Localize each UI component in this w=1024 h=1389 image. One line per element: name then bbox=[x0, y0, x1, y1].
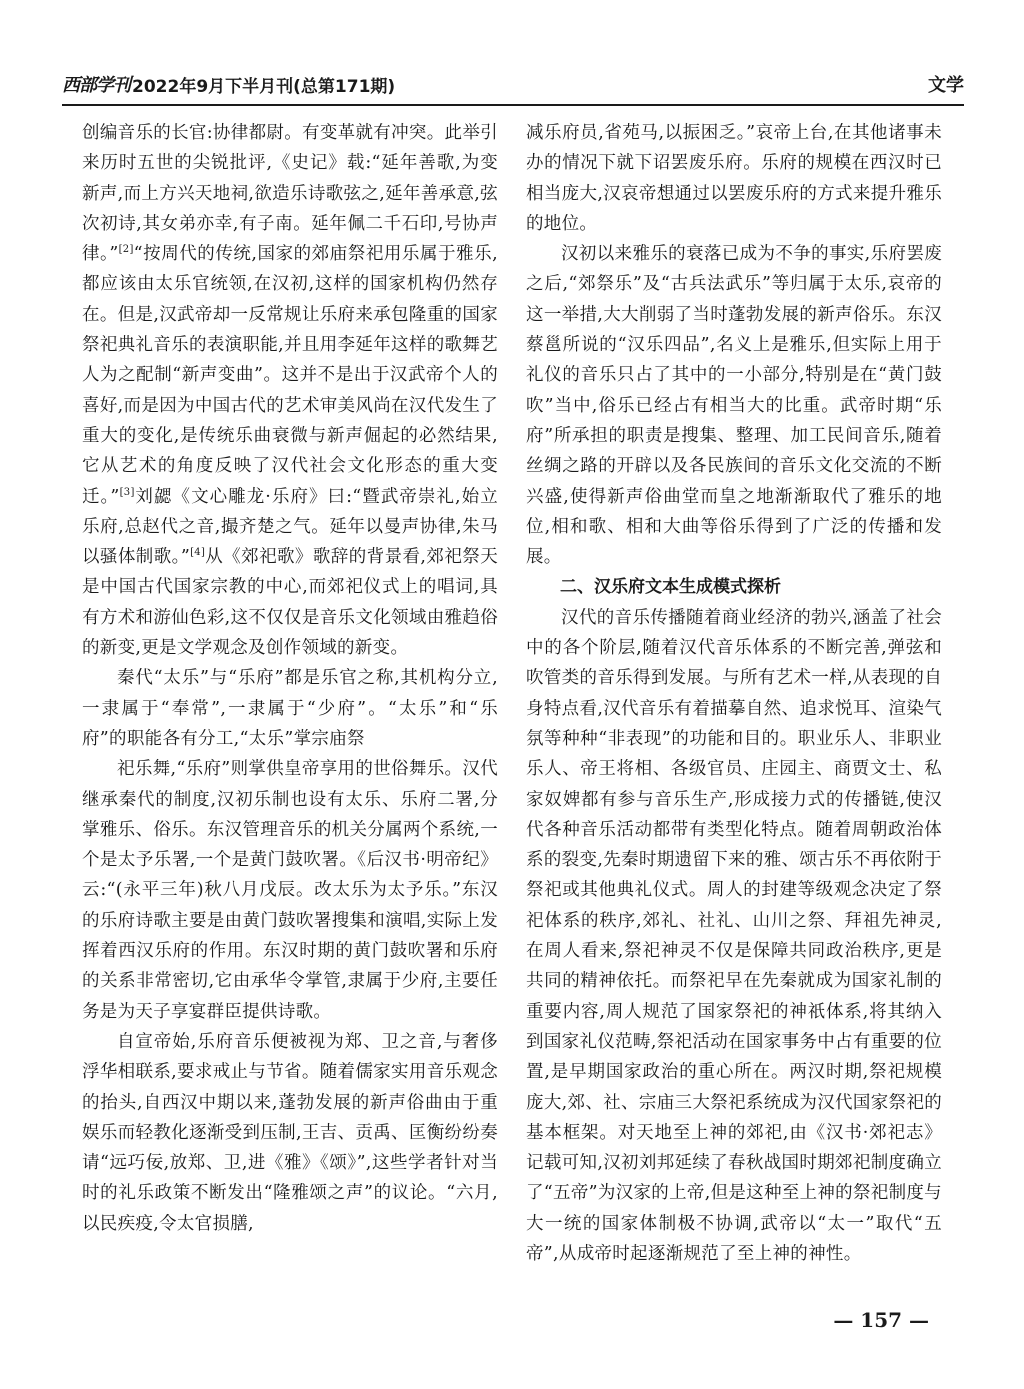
paragraph: 汉代的音乐传播随着商业经济的勃兴,涵盖了社会中的各个阶层,随着汉代音乐体系的不断完善,弹弦和吹管类的音乐得到发展。与所有艺术一样,从表现的自身特点看,汉代音乐有着描摹自然、追求悦耳、渲染气氛等种种“非表现”的功能和目的。职业乐人、非职业乐人、帝王将相、各级官员、庄园主、商贾文士、私家奴婢都有参与音乐生产,形成接力式的传播链,使汉代各种音乐活动都带有类型化特点。随着周朝政治体系的裂变,先秦时期遗留下来的雅、颂古乐不再依附于祭祀或其他典礼仪式。周人的封建等级观念决定了祭祀体系的秩序,郊礼、社礼、山川之祭、拜祖先神灵,在周人看来,祭祀神灵不仅是保障共同政治秩序,更是共同的精神依托。而祭祀早在先秦就成为国家礼制的重要内容,周人规范了国家祭祀的神祇体系,将其纳入到国家礼仪范畴,祭祀活动在国家事务中占有重要的位置,是早期国家政治的重心所在。两汉时期,祭祀规模庞大,郊、社、宗庙三大祭祀系统成为汉代国家祭祀的基本框架。对天地至上神的郊祀,由《汉书·郊祀志》记载可知,汉初刘邦延续了春秋战国时期郊祀制度确立了“五帝”为汉家的上帝,但是这种至上神的祭祀制度与大一统的国家体制极不协调,武帝以“太一”取代“五帝”,从成帝时起逐渐规范了至上神的神性。 bbox=[526, 607, 942, 1264]
citation[interactable]: [4] bbox=[190, 547, 206, 559]
paragraph: 祀乐舞,“乐府”则掌供皇帝享用的世俗舞乐。汉代继承秦代的制度,汉初乐制也设有太乐、乐府二署,分掌雅乐、俗乐。东汉管理音乐的机关分属两个系统,一个是太予乐署,一个是黄门鼓吹署。《后汉书·明帝纪》云:“(永平三年)秋八月戊辰。改太乐为太予乐。”东汉的乐府诗歌主要是由黄门鼓吹署搜集和演唱,实际上发挥着西汉乐府的作用。东汉时期的黄门鼓吹署和乐府的关系非常密切,它由承华令掌管,隶属于少府,主要任务是为天子享宴群臣提供诗歌。 bbox=[82, 759, 498, 1022]
section-label: 文学 bbox=[928, 75, 964, 96]
paragraph: 创编音乐的长官:协律都尉。有变革就有冲突。此举引来历时五世的尖锐批评,《史记》载:“延年善歌,为变新声,而上方兴天地祠,欲造乐诗歌弦之,延年善承意,弦次初诗,其女弟亦幸,有子南。延年佩二千石印,号协声律。”[2]“按周代的传统,国家的郊庙祭祀用乐属于雅乐,都应该由太乐官统领,在汉初,这样的国家机构仍然存在。但是,汉武帝却一反常规让乐府来承包隆重的国家祭祀典礼音乐的表演职能,并且用李延年这样的歌舞艺人为之配制“新声变曲”。这并不是出于汉武帝个人的喜好,而是因为中国古代的艺术审美风尚在汉代发生了重大的变化,是传统乐曲衰微与新声倔起的必然结果,它从艺术的角度反映了汉代社会文化形态的重大变迁。”[3]刘勰《文心雕龙·乐府》曰:“暨武帝崇礼,始立乐府,总赵代之音,撮齐楚之气。延年以曼声协律,朱马以骚体制歌。”[4]从《郊祀歌》歌辞的背景看,郊祀祭天是中国古代国家宗教的中心,而郊祀仪式上的唱词,具有方术和游仙色彩,这不仅仅是音乐文化领域由雅趋俗的新变,更是文学观念及创作领域的新变。 bbox=[82, 123, 498, 659]
page-number: — 157 — bbox=[833, 1308, 929, 1332]
right-column bbox=[526, 118, 942, 1288]
paragraph: 自宣帝始,乐府音乐便被视为郑、卫之音,与奢侈浮华相联系,要求戒止与节省。随着儒家实用音乐观念的抬头,自西汉中期以来,蓬勃发展的新声俗曲由于重娱乐而轻教化逐渐受到压制,王吉、贡禹、匡衡纷纷奏请“远巧佞,放郑、卫,进《雅》《颂》”,这些学者针对当时的礼乐政策不断发出“隆雅颂之声”的议论。“六月,以民疾疫,令太官损膳, bbox=[82, 1031, 498, 1234]
left-column bbox=[82, 118, 498, 1288]
journal-info bbox=[62, 71, 395, 97]
citation[interactable]: [2] bbox=[118, 244, 134, 256]
issue-info: 2022年9月下半月刊(总第171期) bbox=[132, 76, 396, 97]
article-body bbox=[82, 118, 942, 1288]
section-heading: 二、汉乐府文本生成模式探析 bbox=[560, 577, 781, 598]
paragraph: 汉初以来雅乐的衰落已成为不争的事实,乐府罢废之后,“郊祭乐”及“古兵法武乐”等归属于太乐,哀帝的这一举措,大大削弱了当时蓬勃发展的新声俗乐。东汉蔡邕所说的“汉乐四品”,名义上是雅乐,但实际上用于礼仪的音乐只占了其中的一小部分,特别是在“黄门鼓吹”当中,俗乐已经占有相当大的比重。武帝时期“乐府”所承担的职责是搜集、整理、加工民间音乐,随着丝绸之路的开辟以及各民族间的音乐文化交流的不断兴盛,使得新声俗曲堂而皇之地渐渐取代了雅乐的地位,相和歌、相和大曲等俗乐得到了广泛的传播和发展。 bbox=[526, 244, 942, 568]
page-header bbox=[62, 64, 964, 106]
paragraph: 秦代“太乐”与“乐府”都是乐官之称,其机构分立,一隶属于“奉常”,一隶属于“少府”。“太乐”和“乐府”的职能各有分工,“太乐”掌宗庙祭 bbox=[82, 668, 498, 749]
journal-logo: 西部学刊 bbox=[62, 75, 130, 96]
citation[interactable]: [3] bbox=[119, 486, 135, 498]
paragraph: 减乐府员,省苑马,以振困乏。”哀帝上台,在其他诸事未办的情况下就下诏罢废乐府。乐府的规模在西汉时已相当庞大,汉哀帝想通过以罢废乐府的方式来提升雅乐的地位。 bbox=[526, 123, 942, 234]
